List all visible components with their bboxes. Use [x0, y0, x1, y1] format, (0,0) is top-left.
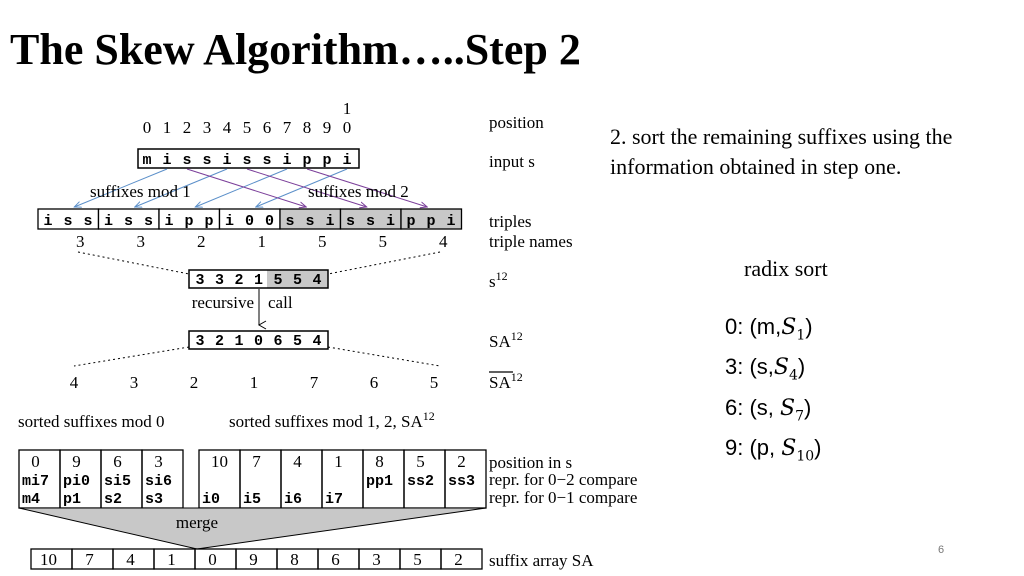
suffix-array-value: 7: [85, 550, 94, 569]
mod0-repr02: si5: [104, 473, 132, 490]
position-digit: 1: [162, 118, 172, 137]
mod12-repr01: i7: [325, 491, 344, 508]
recursive-label: recursive: [191, 293, 254, 312]
mod12-position: 5: [416, 452, 425, 471]
mod12-position: 10: [211, 452, 228, 471]
triple-char: i: [43, 213, 53, 230]
suffix-array-value: 3: [372, 550, 381, 569]
input-char: s: [262, 152, 272, 169]
suffix-array-value: 0: [208, 550, 217, 569]
triple-name: 5: [318, 232, 327, 251]
mod12-position: 4: [293, 452, 302, 471]
dotted-funnel-right-2: [328, 347, 440, 366]
input-char: s: [242, 152, 252, 169]
sorted-mod0-label: sorted suffixes mod 0: [18, 412, 165, 431]
triple-char: s: [305, 213, 315, 230]
mod0-repr02: mi7: [22, 473, 50, 490]
mod12-repr02: pp1: [366, 473, 394, 490]
sa12bar-value: 5: [429, 373, 439, 392]
sa12bar-value: 4: [69, 373, 79, 392]
radix-pair: 0: $(m,S_1)$: [725, 314, 813, 344]
label-input-s: input s: [489, 152, 535, 171]
sa12-digit: 2: [214, 333, 225, 350]
sa12bar-value: 3: [129, 373, 139, 392]
mod0-repr02: pi0: [63, 473, 91, 490]
mod12-repr01: i5: [243, 491, 262, 508]
label-repr01: repr. for 0−1 compare: [489, 488, 638, 507]
position-tens-digit: 1: [342, 99, 352, 118]
s12-digit: 2: [234, 272, 244, 289]
triple-char: p: [426, 213, 436, 230]
slide-title: The Skew Algorithm…..Step 2: [10, 25, 581, 74]
label-sa12bar: SA$^{12}$: [489, 370, 523, 392]
suffix-array-value: 2: [454, 550, 463, 569]
input-char: m: [142, 152, 152, 169]
sa12bar-value: 6: [369, 373, 379, 392]
sa12bar-value: 2: [189, 373, 199, 392]
dotted-funnel-left-2: [74, 347, 189, 366]
mod12-position: 2: [457, 452, 466, 471]
mod0-position: 0: [31, 452, 40, 471]
s12-digit: 3: [195, 272, 205, 289]
position-digit: 8: [302, 118, 312, 137]
s12-digit: 1: [253, 272, 264, 289]
mod0-repr02: si6: [145, 473, 173, 490]
call-label: call: [268, 293, 293, 312]
radix-pair: 9: (p, $S_{10}$): [725, 435, 822, 465]
radix-pairs-list: [725, 311, 821, 473]
radix-pair: 3: $(s,S_4)$: [725, 354, 806, 384]
triple-char: 0: [264, 213, 275, 230]
position-digit: 5: [242, 118, 252, 137]
triple-char: 0: [244, 213, 255, 230]
mod0-repr01: s2: [104, 491, 123, 508]
sa12-digit: 4: [312, 333, 322, 350]
triple-char: s: [63, 213, 73, 230]
triple-char: i: [164, 213, 174, 230]
triple-char: s: [83, 213, 93, 230]
triple-char: i: [446, 213, 456, 230]
suffix-array-value: 9: [249, 550, 258, 569]
sorted-mod12-label: sorted suffixes mod 1, 2, SA$^{12}$: [229, 409, 435, 431]
position-digit: 0: [142, 118, 152, 137]
triple-name: 5: [378, 232, 387, 251]
sa12-digit: 5: [292, 333, 303, 350]
mod12-repr02: ss3: [448, 473, 476, 490]
s12-digit: 5: [273, 272, 283, 289]
triple-name: 4: [439, 232, 448, 251]
input-char: s: [182, 152, 192, 169]
input-char: s: [202, 152, 212, 169]
triple-char: s: [365, 213, 376, 230]
mod2-arrow: [187, 169, 306, 207]
sa12-digit: 3: [195, 333, 205, 350]
label-position: position: [489, 113, 544, 132]
label-position-in-s: position in s: [489, 453, 573, 472]
suffix-array-value: 6: [331, 550, 340, 569]
sa12-digit: 6: [273, 333, 283, 350]
label-triples: triples: [489, 212, 532, 231]
triple-char: i: [224, 213, 235, 230]
s12-digit: 4: [312, 272, 322, 289]
triple-name: 3: [76, 232, 85, 251]
mod0-position: 9: [72, 452, 81, 471]
position-digit: 2: [182, 118, 192, 137]
mod12-repr01: i6: [284, 491, 303, 508]
suffix-array-value: 5: [413, 550, 422, 569]
mod0-position: 6: [113, 452, 122, 471]
triple-char: i: [103, 213, 114, 230]
step-description: 2. sort the remaining suffixes using the information obtained in step one.: [610, 124, 953, 179]
triple-char: p: [406, 213, 416, 230]
mod0-repr01: m4: [22, 491, 41, 508]
suffix-array-value: 4: [126, 550, 135, 569]
mod1-arrow: [195, 169, 287, 207]
mod0-position: 3: [154, 452, 163, 471]
triple-char: i: [385, 213, 396, 230]
label-suffix-array: suffix array SA: [489, 551, 594, 570]
input-char: i: [282, 152, 292, 169]
position-digit: 9: [322, 118, 332, 137]
mod0-repr01: s3: [145, 491, 164, 508]
label-sa12: SA$^{12}$: [489, 329, 523, 351]
position-digit: 4: [222, 118, 232, 137]
sa12-digit: 1: [234, 333, 244, 350]
dotted-funnel-right: [328, 252, 440, 274]
input-char: p: [322, 152, 332, 169]
triple-name: 1: [257, 232, 266, 251]
radix-pair: 6: (s, $S_7$): [725, 394, 812, 425]
merge-label: merge: [175, 513, 219, 532]
sa12bar-value: 1: [249, 373, 259, 392]
mod12-position: 7: [252, 452, 261, 471]
triple-name: 3: [136, 232, 145, 251]
input-char: i: [162, 152, 172, 169]
radix-sort-label: radix sort: [744, 256, 828, 281]
suffix-array-value: 8: [290, 550, 299, 569]
merge-funnel: [19, 508, 486, 549]
mod12-position: 8: [375, 452, 384, 471]
triple-char: i: [325, 213, 335, 230]
dotted-funnel-left: [78, 252, 189, 274]
triple-char: p: [204, 213, 214, 230]
position-digit: 6: [262, 118, 272, 137]
input-char: i: [222, 152, 232, 169]
triple-char: s: [123, 213, 134, 230]
sa12bar-value: 7: [309, 373, 319, 392]
triple-char: s: [285, 213, 295, 230]
s12-digit: 5: [292, 272, 303, 289]
input-char: p: [302, 152, 312, 169]
triple-char: s: [345, 213, 356, 230]
suffixes-mod1-label: suffixes mod 1: [90, 182, 191, 201]
label-repr02: repr. for 0−2 compare: [489, 470, 638, 489]
label-triple-names: triple names: [489, 232, 573, 251]
suffixes-mod2-label: suffixes mod 2: [308, 182, 409, 201]
mod12-repr02: ss2: [407, 473, 435, 490]
triple-char: s: [143, 213, 154, 230]
label-s12: $s^{12}$: [489, 269, 508, 291]
position-digit: 7: [282, 118, 292, 137]
triple-char: p: [184, 213, 194, 230]
mod12-repr01: i0: [202, 491, 221, 508]
mod12-position: 1: [334, 452, 343, 471]
suffix-array-value: 10: [40, 550, 57, 569]
page-number: 6: [938, 544, 945, 556]
s12-digit: 3: [214, 272, 225, 289]
mod0-repr01: p1: [63, 491, 82, 508]
sa12-digit: 0: [253, 333, 264, 350]
input-char: i: [342, 152, 352, 169]
position-digit: 3: [202, 118, 212, 137]
suffix-array-value: 1: [167, 550, 176, 569]
position-digit: 0: [342, 118, 352, 137]
triple-name: 2: [197, 232, 206, 251]
